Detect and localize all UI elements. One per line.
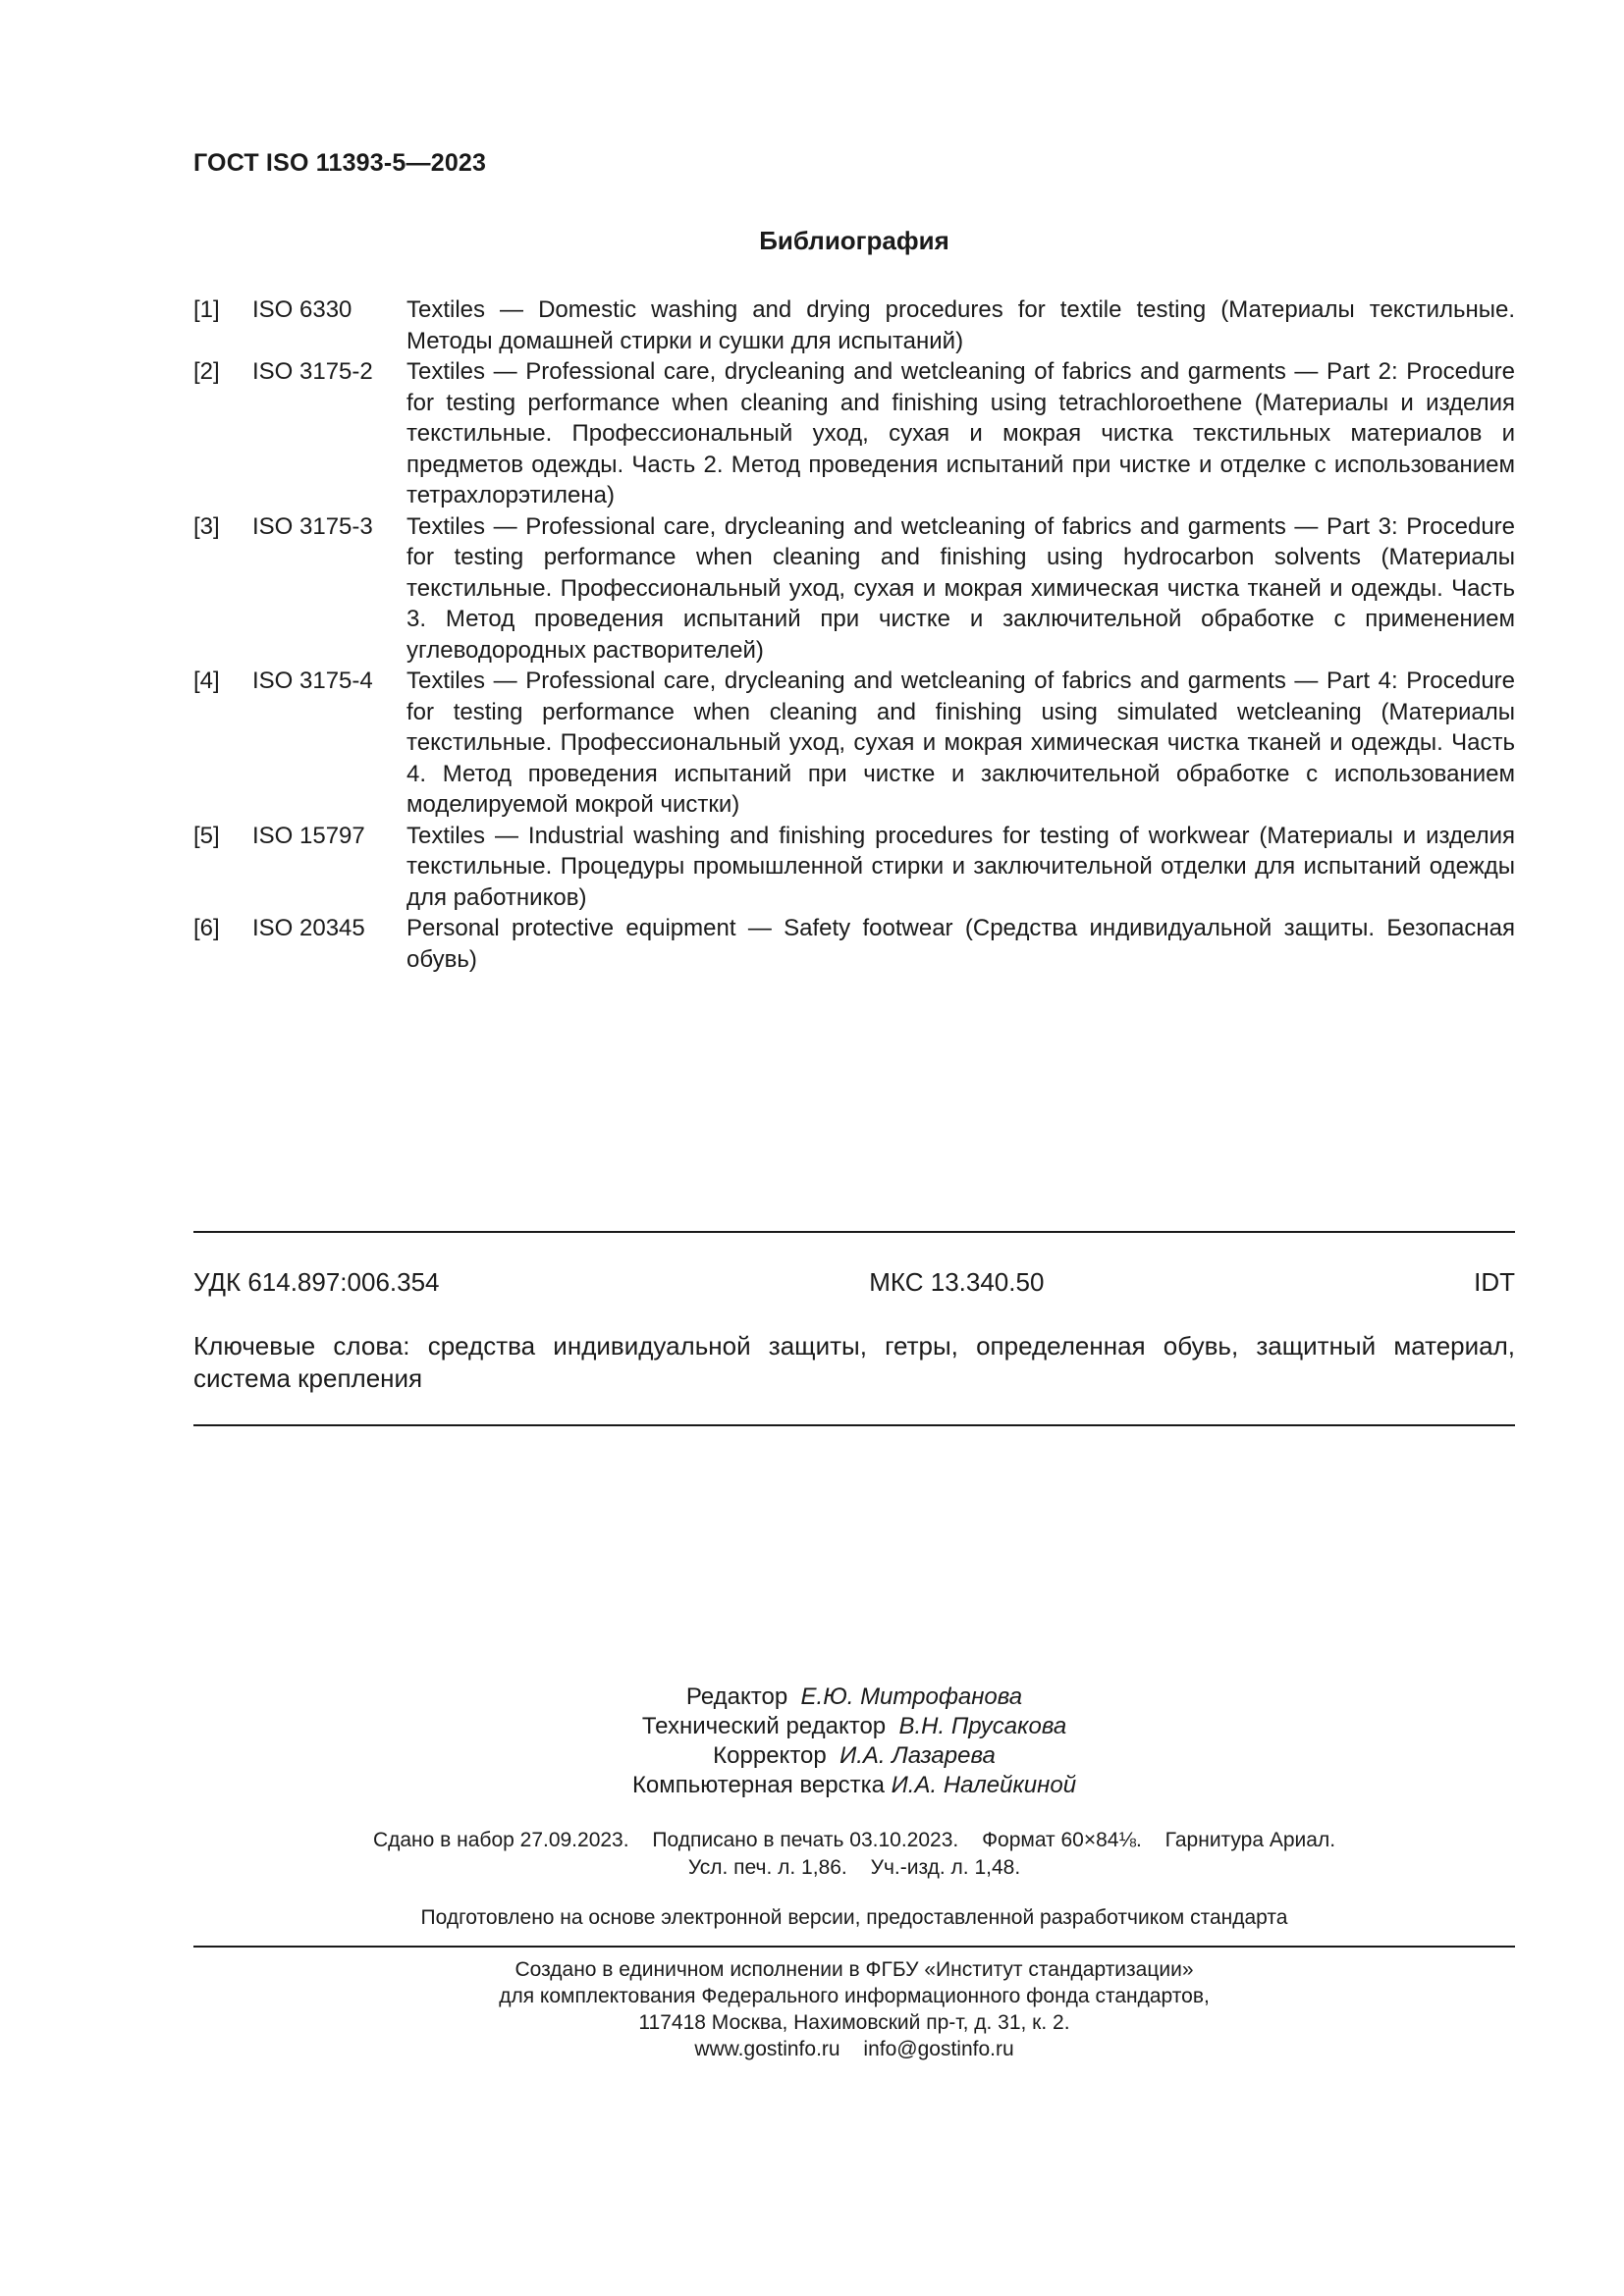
entry-reference: ISO 20345 <box>252 915 365 941</box>
email-link[interactable]: info@gostinfo.ru <box>863 2038 1014 2060</box>
publisher-contacts <box>0 2036 1624 2062</box>
paper-format: Формат 60×84⅛. <box>982 1829 1142 1851</box>
entry-reference: ISO 3175-3 <box>252 512 373 540</box>
entry-number: [4] <box>193 667 220 694</box>
corrector-name: И.А. Лазарева <box>839 1742 996 1769</box>
bibliography-entry <box>193 294 1515 356</box>
bibliography-title: Библиография <box>759 226 949 255</box>
entry-text: Textiles — Professional care, drycleaning and wetcleaning of fabrics and garments — Part 4: Procedure for testing performance when cleaning and finishing using simulated wetcleaning (Материалы текстильные. Профессиональный уход, сухая и мокрая химическая чистка тканей и одежды. Часть 4. Метод проведения испытаний при чистке и заключительной обработке с использованием моделируемой мокрой чистки) <box>406 667 1515 818</box>
credit-line <box>0 1712 1624 1741</box>
tech-editor-label: Технический редактор <box>641 1713 887 1739</box>
entry-reference: ISO 3175-4 <box>252 667 373 694</box>
typeface: Гарнитура Ариал. <box>1164 1829 1336 1851</box>
entry-number: [1] <box>193 296 220 323</box>
publisher-line: для комплектования Федерального информационного фонда стандартов, <box>499 1985 1210 2007</box>
editor-name: Е.Ю. Митрофанова <box>800 1683 1023 1710</box>
print-info-line <box>0 1827 1624 1854</box>
divider-rule <box>193 1231 1515 1233</box>
udk-code: УДК 614.897:006.354 <box>193 1267 440 1297</box>
publishing-sheets: Уч.-изд. л. 1,48. <box>870 1856 1021 1879</box>
bibliography-entry <box>193 913 1515 975</box>
entry-reference: ISO 15797 <box>252 822 365 849</box>
entry-text: Textiles — Industrial washing and finishing procedures for testing of workwear (Материалы и изделия текстильные. Процедуры промышленной стирки и заключительной отделки для испытаний одежды для работников) <box>406 822 1515 911</box>
layout-label: Компьютерная верстка <box>631 1772 885 1798</box>
bibliography-entry <box>193 511 1515 667</box>
entry-number: [6] <box>193 915 220 941</box>
bibliography-entry <box>193 666 1515 821</box>
website-link[interactable]: www.gostinfo.ru <box>694 2038 840 2060</box>
submitted-date: Сдано в набор 27.09.2023. <box>372 1829 629 1851</box>
credit-line <box>0 1741 1624 1771</box>
tech-editor-name: В.Н. Прусакова <box>898 1713 1067 1739</box>
entry-text: Personal protective equipment — Safety footwear (Средства индивидуальной защиты. Безопасная обувь) <box>406 915 1515 973</box>
publisher-block <box>0 1956 1624 2062</box>
publisher-address: 117418 Москва, Нахимовский пр-т, д. 31, к. 2. <box>638 2011 1070 2034</box>
prepared-note: Подготовлено на основе электронной версии, предоставленной разработчиком стандарта <box>420 1906 1288 1929</box>
standard-code: ГОСТ ISO 11393-5—2023 <box>193 149 487 177</box>
entry-reference: ISO 6330 <box>252 296 352 323</box>
divider-rule <box>193 1424 1515 1426</box>
entry-reference: ISO 3175-2 <box>252 358 373 385</box>
editor-label: Редактор <box>685 1683 788 1710</box>
entry-number: [2] <box>193 358 220 385</box>
credits-block <box>0 1682 1624 1800</box>
credit-line <box>0 1771 1624 1800</box>
divider-rule <box>193 1946 1515 1948</box>
bibliography-entry <box>193 356 1515 511</box>
equivalence-code: IDT <box>1474 1267 1515 1297</box>
entry-number: [5] <box>193 822 220 849</box>
signed-date: Подписано в печать 03.10.2023. <box>652 1829 959 1851</box>
entry-text: Textiles — Professional care, drycleaning and wetcleaning of fabrics and garments — Part 2: Procedure for testing performance when cleaning and finishing using tetrachloroethene (Материалы и изделия текстильные. Профессиональный уход, сухая и мокрая чистка текстильных материалов и предметов одежды. Часть 2. Метод проведения испытаний при чистке и отделке с использованием тетрахлорэтилена) <box>406 358 1515 508</box>
bibliography-entry <box>193 821 1515 914</box>
classification-line <box>193 1267 1515 1298</box>
layout-name: И.А. Налейкиной <box>891 1772 1077 1798</box>
keywords: Ключевые слова: средства индивидуальной защиты, гетры, определенная обувь, защитный материал, система крепления <box>193 1331 1515 1393</box>
mks-code: МКС 13.340.50 <box>869 1267 1045 1297</box>
entry-number: [3] <box>193 512 220 540</box>
print-info-line <box>0 1854 1624 1882</box>
bibliography-list <box>193 294 1515 975</box>
print-info <box>0 1827 1624 1882</box>
credit-line <box>0 1682 1624 1712</box>
print-sheets: Усл. печ. л. 1,86. <box>687 1856 847 1879</box>
corrector-label: Корректор <box>713 1742 827 1769</box>
entry-text: Textiles — Professional care, drycleaning and wetcleaning of fabrics and garments — Part 3: Procedure for testing performance when cleaning and finishing using hydrocarbon solvents (Материалы текстильные. Профессиональный уход, сухая и мокрая химическая чистка тканей и одежды. Часть 3. Метод проведения испытаний при чистке и заключительной обработке с применением углеводородных растворителей) <box>406 512 1515 664</box>
publisher-line: Создано в единичном исполнении в ФГБУ «Институт стандартизации» <box>514 1958 1194 1981</box>
entry-text: Textiles — Domestic washing and drying procedures for textile testing (Материалы текстильные. Методы домашней стирки и сушки для испытаний) <box>406 296 1515 354</box>
